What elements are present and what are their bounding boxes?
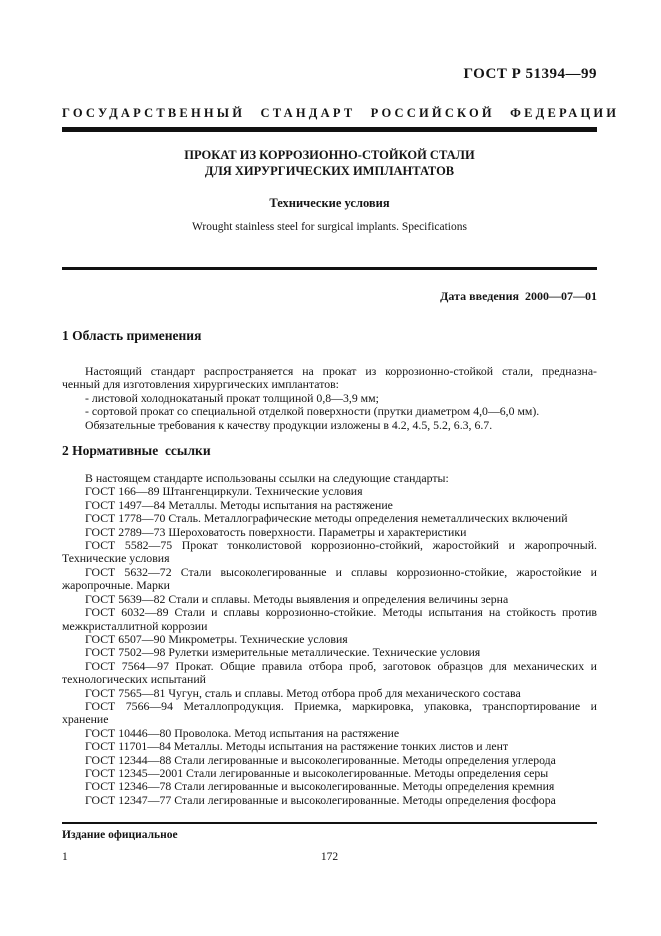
edition-note: Издание официальное: [62, 829, 178, 841]
standard-reference-line: ГОСТ 1497—84 Металлы. Методы испытания на растяжение: [85, 497, 393, 512]
standard-reference-line: ГОСТ 10446—80 Проволока. Метод испытания на растяжение: [85, 725, 400, 740]
doc-title-line1: ПРОКАТ ИЗ КОРРОЗИОННО-СТОЙКОЙ СТАЛИ: [184, 148, 475, 162]
standard-reference-line: ГОСТ 5582—75 Прокат тонколистовой коррозионно-стойкий, жаростойкий и жаропрочный.: [85, 538, 597, 553]
standard-reference-line: ГОСТ 12346—78 Стали легированные и высоколегированные. Методы определения кремния: [85, 779, 555, 794]
body-line: Обязательные требования к качеству продукции изложены в 4.2, 4.5, 5.2, 6.3, 6.7.: [85, 417, 493, 432]
standard-reference-line: ГОСТ 12347—77 Стали легированные и высоколегированные. Методы определения фосфора: [85, 792, 556, 807]
page-number-center: 172: [320, 851, 339, 863]
standard-reference-line: ГОСТ 166—89 Штангенциркули. Технические условия: [85, 484, 363, 499]
body-line: хранение: [62, 712, 109, 727]
body-line: технологических испытаний: [62, 672, 206, 687]
section-heading: 2 Нормативные ссылки: [62, 443, 211, 459]
doc-subtitle-ru: Технические условия: [269, 196, 390, 210]
document-section: [62, 444, 597, 807]
standard-reference-line: ГОСТ 6507—90 Микрометры. Технические условия: [85, 631, 348, 646]
standard-reference-line: ГОСТ 7565—81 Чугун, сталь и сплавы. Метод отбора проб для механического состава: [85, 685, 521, 700]
standard-reference-line: ГОСТ 2789—73 Шероховатость поверхности. Параметры и характеристики: [85, 524, 467, 539]
doc-number: ГОСТ Р 51394—99: [463, 66, 597, 82]
standard-reference-line: ГОСТ 6032—89 Стали и сплавы коррозионно-стойкие. Методы испытания на стойкость против: [85, 605, 597, 620]
standard-reference-line: ГОСТ 1778—70 Сталь. Металлографические методы определения неметаллических включений: [85, 511, 568, 526]
body-line: жаропрочные. Марки: [62, 578, 170, 593]
body-line: - сортовой прокат со специальной отделкой поверхности (прутки диаметром 4,0—6,0 мм).: [85, 404, 540, 419]
document-section: [62, 329, 597, 432]
body-line: Настоящий стандарт распространяется на прокат из коррозионно-стойкой стали, предназна-: [85, 364, 597, 378]
federation-header: ГОСУДАРСТВЕННЫЙ СТАНДАРТ РОССИЙСКОЙ ФЕДЕРАЦИИ: [62, 106, 620, 120]
standard-reference-line: ГОСТ 7564—97 Прокат. Общие правила отбора проб, заготовок образцов для механических и: [85, 658, 597, 673]
body-line: - листовой холоднокатаный прокат толщиной 0,8—3,9 мм;: [85, 390, 379, 405]
doc-subtitle-en: Wrought stainless steel for surgical implants. Specifications: [192, 221, 467, 233]
title-rule: [62, 267, 597, 270]
page-number-left: 1: [62, 851, 68, 863]
document-body: [62, 329, 597, 807]
body-line: Технические условия: [62, 551, 170, 566]
standard-reference-line: ГОСТ 12345—2001 Стали легированные и высоколегированные. Методы определения серы: [85, 765, 549, 780]
body-line: ченный для изготовления хирургических имплантатов:: [62, 377, 339, 392]
section-lines: [62, 472, 597, 807]
footer-rule: [62, 822, 597, 824]
standard-reference-line: ГОСТ 7502—98 Рулетки измерительные металлические. Технические условия: [85, 645, 481, 660]
section-heading: 1 Область применения: [62, 328, 202, 343]
doc-title-line2: ДЛЯ ХИРУРГИЧЕСКИХ ИМПЛАНТАТОВ: [204, 164, 455, 178]
standard-reference-line: ГОСТ 7566—94 Металлопродукция. Приемка, маркировка, упаковка, транспортирование и: [85, 698, 597, 713]
standard-reference-line: ГОСТ 11701—84 Металлы. Методы испытания на растяжение тонких листов и лент: [85, 739, 509, 754]
header-rule: [62, 127, 597, 132]
standard-reference-line: ГОСТ 5632—72 Стали высоколегированные и сплавы коррозионно-стойкие, жаростойкие и: [85, 564, 597, 579]
effective-date: Дата введения 2000—07—01: [440, 289, 597, 303]
body-line: межкристаллитной коррозии: [62, 618, 208, 633]
body-line: В настоящем стандарте использованы ссылки на следующие стандарты:: [85, 471, 449, 486]
section-lines: [62, 365, 597, 432]
standard-reference-line: ГОСТ 5639—82 Стали и сплавы. Методы выявления и определения величины зерна: [85, 591, 509, 606]
standard-reference-line: ГОСТ 12344—88 Стали легированные и высоколегированные. Методы определения углерода: [85, 752, 556, 767]
